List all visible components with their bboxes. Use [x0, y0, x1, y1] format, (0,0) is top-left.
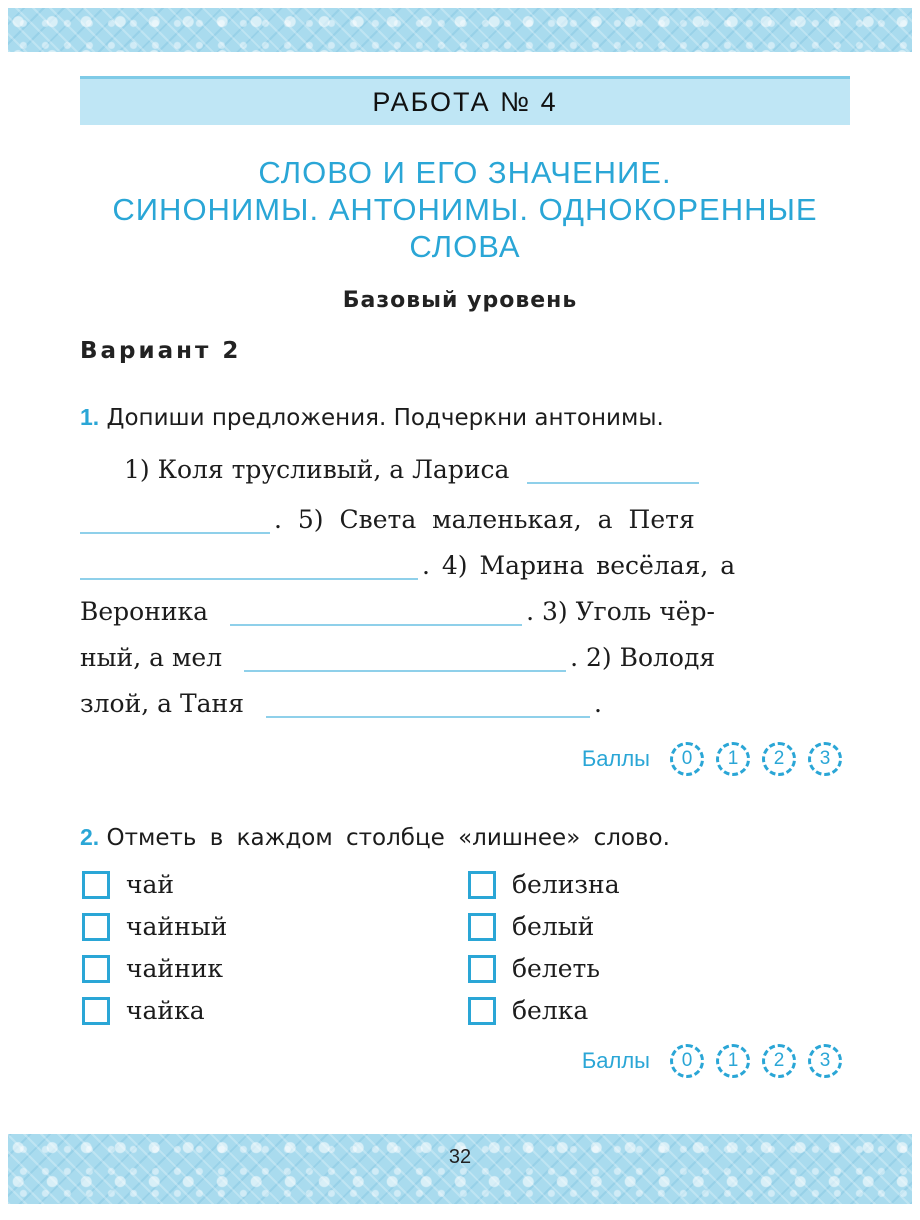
answer-blank-5[interactable]: [80, 506, 270, 534]
score-circle-0[interactable]: 0: [670, 742, 704, 776]
decorative-top-band: [8, 8, 912, 52]
task-2-instruction: Отметь в каждом столбце «лишнее» слово.: [106, 825, 670, 851]
score-circle-2[interactable]: 2: [762, 1044, 796, 1078]
option-col1-2: [82, 912, 227, 941]
topic-title: [70, 154, 860, 265]
task-1-number: 1.: [80, 404, 100, 430]
sentence-segment: .: [594, 689, 602, 718]
sentence-line-5: [80, 638, 715, 672]
score-circle-2[interactable]: 2: [762, 742, 796, 776]
score-circle-3[interactable]: 3: [808, 1044, 842, 1078]
option-label: чайник: [126, 954, 224, 983]
sentence-line-6: [80, 684, 602, 718]
answer-blank-1[interactable]: [527, 456, 699, 484]
option-label: белый: [512, 912, 595, 941]
task-1-sentences: [80, 450, 848, 730]
sentence-line-3: [80, 546, 735, 580]
score-circle-3[interactable]: 3: [808, 742, 842, 776]
sentence-segment: . 3) Уголь чёр-: [526, 597, 716, 626]
option-label: белеть: [512, 954, 600, 983]
work-title: РАБОТА № 4: [372, 86, 558, 117]
score-circle-0[interactable]: 0: [670, 1044, 704, 1078]
task-2-number: 2.: [80, 824, 100, 850]
task-1-instruction: Допиши предложения. Подчеркни антонимы.: [106, 405, 664, 431]
score-label: Баллы: [581, 1048, 650, 1073]
checkbox[interactable]: [468, 955, 496, 983]
option-col1-4: [82, 996, 205, 1025]
sentence-segment: . 5) Света маленькая, а Петя: [274, 505, 695, 534]
topic-line-3: СЛОВА: [409, 229, 521, 264]
sentence-segment: . 4) Марина весёлая, а: [422, 551, 736, 580]
task-2-heading: [80, 824, 850, 851]
checkbox[interactable]: [468, 913, 496, 941]
page-number: 32: [448, 1146, 472, 1168]
answer-blank-3[interactable]: [230, 598, 522, 626]
score-label: Баллы: [581, 746, 650, 771]
option-label: белизна: [512, 870, 620, 899]
checkbox[interactable]: [468, 871, 496, 899]
option-col2-2: [468, 912, 594, 941]
option-label: чай: [126, 870, 175, 899]
checkbox[interactable]: [468, 997, 496, 1025]
task-2-score-row: [582, 1044, 842, 1078]
sentence-line-4: [80, 592, 715, 626]
option-col2-1: [468, 870, 620, 899]
answer-blank-4[interactable]: [80, 552, 418, 580]
score-circle-1[interactable]: 1: [716, 742, 750, 776]
sentence-line-2: [80, 500, 695, 534]
option-col1-1: [82, 870, 174, 899]
sentence-segment: ный, а мел: [80, 643, 223, 672]
work-title-bar: [80, 76, 850, 125]
sentence-segment: . 2) Володя: [570, 643, 716, 672]
topic-line-1: СЛОВО И ЕГО ЗНАЧЕНИЕ.: [258, 155, 672, 190]
task-1-score-row: [582, 742, 842, 776]
checkbox[interactable]: [82, 871, 110, 899]
variant-heading: Вариант 2: [80, 338, 242, 364]
task-1-heading: [80, 404, 850, 431]
option-label: чайка: [126, 996, 205, 1025]
answer-blank-2[interactable]: [244, 644, 566, 672]
score-circle-1[interactable]: 1: [716, 1044, 750, 1078]
checkbox[interactable]: [82, 997, 110, 1025]
sentence-segment: Вероника: [80, 597, 209, 626]
checkbox[interactable]: [82, 913, 110, 941]
level-heading: Базовый уровень: [342, 288, 578, 313]
sentence-segment: 1) Коля трусливый, а Лариса: [124, 455, 510, 484]
sentence-line-1: [124, 450, 703, 484]
sentence-segment: злой, а Таня: [80, 689, 244, 718]
decorative-bottom-band: [8, 1134, 912, 1204]
option-label: белка: [512, 996, 589, 1025]
checkbox[interactable]: [82, 955, 110, 983]
option-col2-3: [468, 954, 600, 983]
option-col2-4: [468, 996, 588, 1025]
topic-line-2: СИНОНИМЫ. АНТОНИМЫ. ОДНОКОРЕННЫЕ: [112, 192, 818, 227]
answer-blank-6[interactable]: [266, 690, 590, 718]
option-col1-3: [82, 954, 223, 983]
option-label: чайный: [126, 912, 228, 941]
